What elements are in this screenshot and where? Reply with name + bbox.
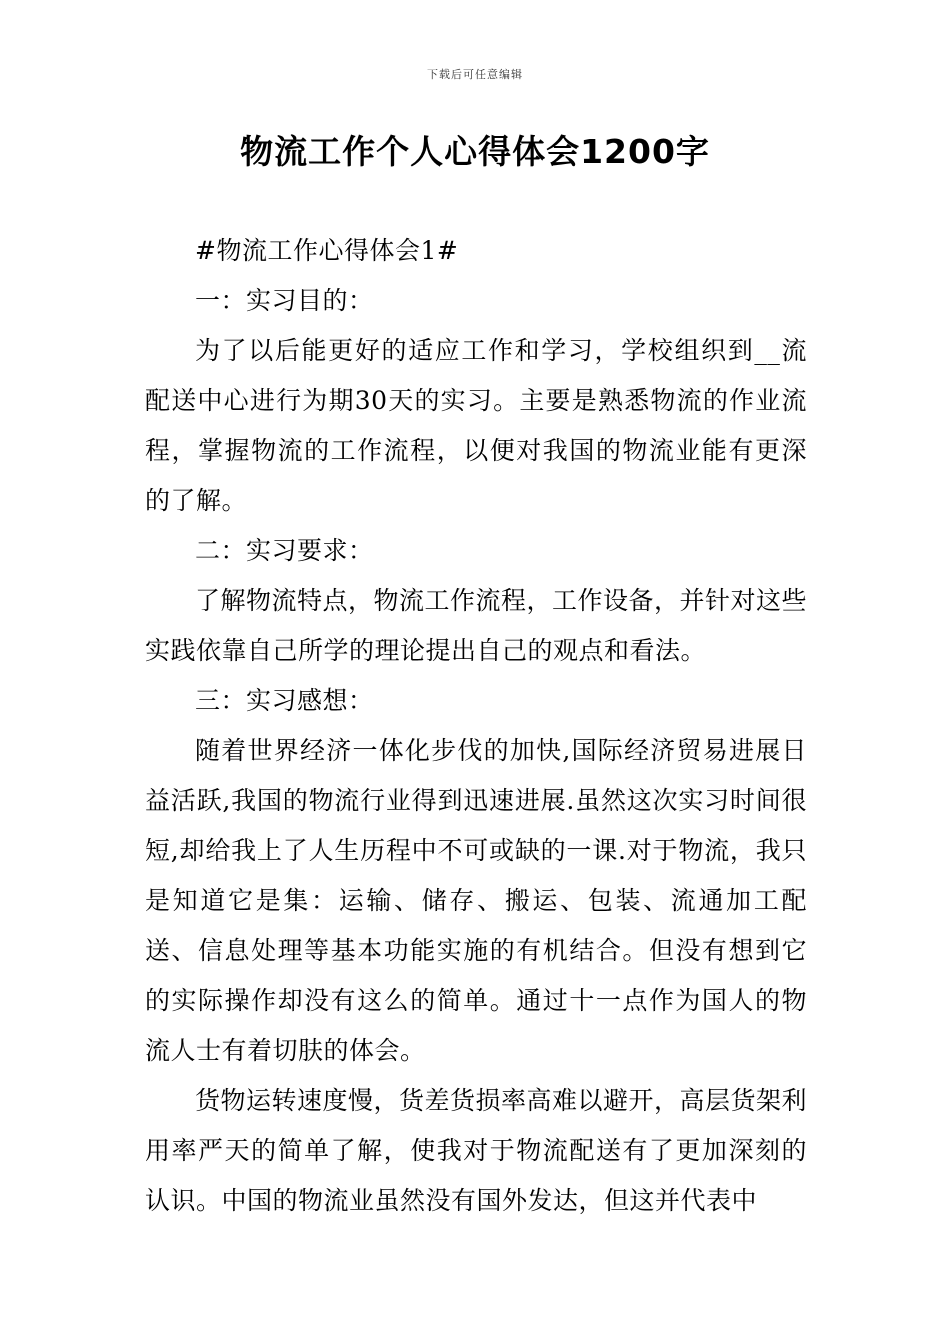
paragraph-reflections: 随着世界经济一体化步伐的加快,国际经济贸易进展日益活跃,我国的物流行业得到迅速进展.虽然这次实习时间很短,却给我上了人生历程中不可或缺的一课.对于物流，我只是知道它是集：运输、储存、搬运、包装、流通加工配送、信息处理等基本功能实施的有机结合。但没有想到它的实际操作却没有这么的简单。通过十一点作为国人的物流人士有着切肤的体会。 [145,736,807,1065]
document-body [145,226,807,1226]
section-heading-1: #物流工作心得体会1# [195,236,459,265]
subheading-reflections: 三：实习感想： [195,686,374,715]
paragraph-requirements: 了解物流特点，物流工作流程，工作设备，并针对这些实践依靠自己所学的理论提出自己的观点和看法。 [145,586,808,665]
subheading-requirements: 二：实习要求： [195,536,374,565]
document-title: 物流工作个人心得体会1200字 [240,132,710,171]
subheading-purpose: 一：实习目的： [195,286,374,315]
paragraph-reflections-continued: 货物运转速度慢，货差货损率高难以避开，高层货架利用率严天的简单了解，使我对于物流配送有了更加深刻的认识。中国的物流业虽然没有国外发达，但这并代表中 [145,1086,808,1215]
header-note: 下载后可任意编辑 [427,68,523,81]
paragraph-purpose: 为了以后能更好的适应工作和学习，学校组织到__流配送中心进行为期30天的实习。主要是熟悉物流的作业流程，掌握物流的工作流程，以便对我国的物流业能有更深的了解。 [145,336,807,515]
